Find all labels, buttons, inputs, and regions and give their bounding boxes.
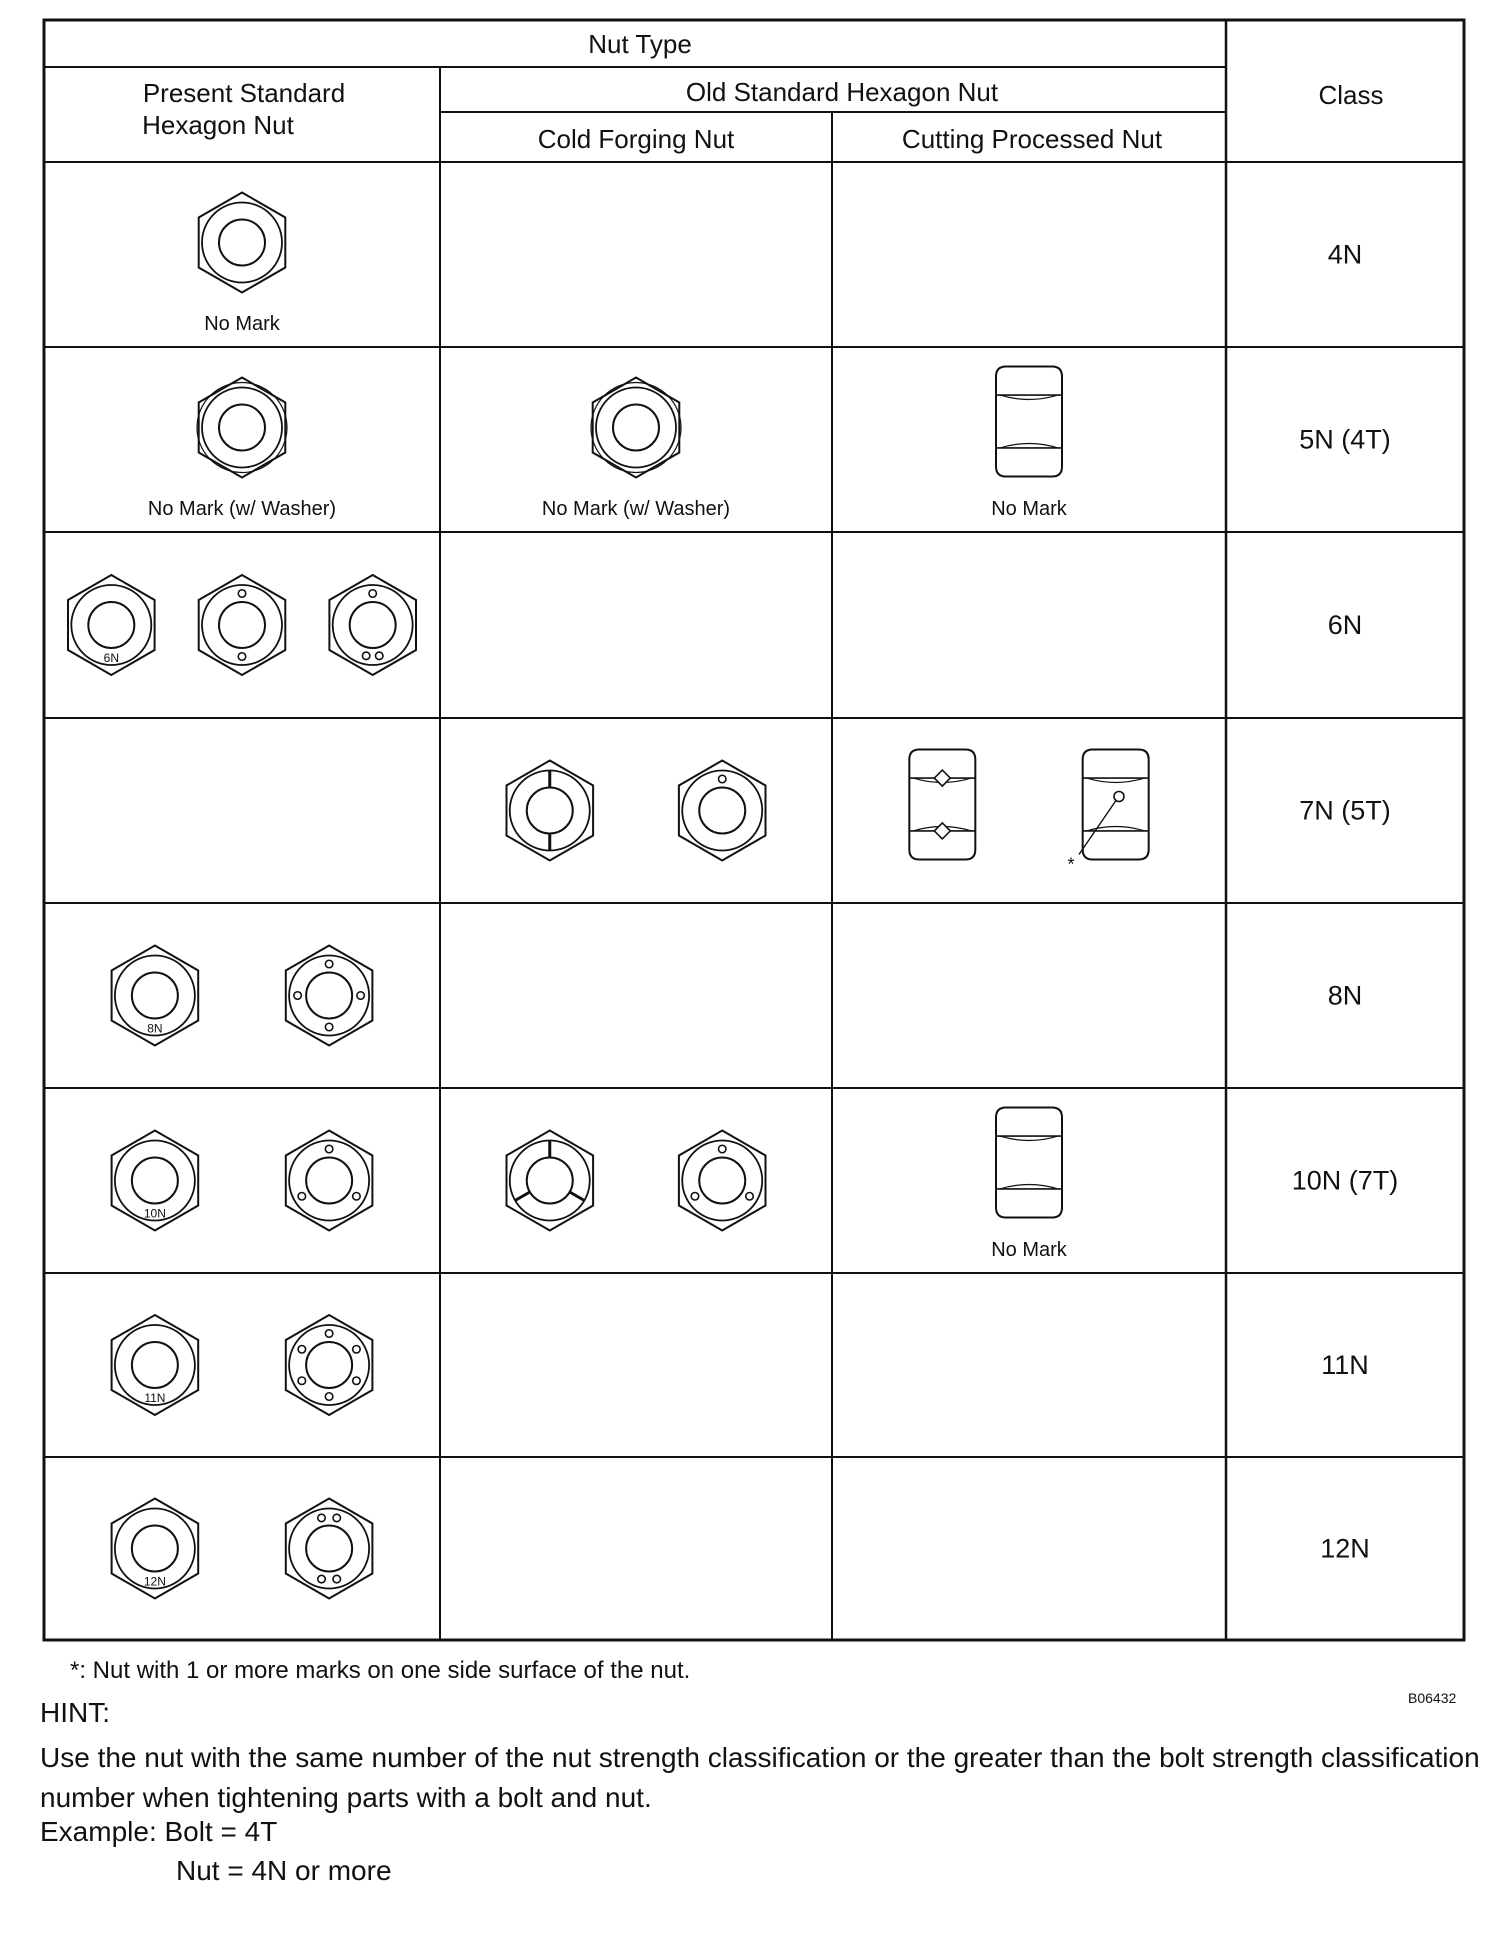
nut-top-view bbox=[68, 575, 155, 675]
header-old-standard: Old Standard Hexagon Nut bbox=[685, 77, 999, 107]
nut-top-view bbox=[199, 575, 286, 675]
table-header bbox=[142, 29, 1383, 154]
class-label: 7N (5T) bbox=[1299, 795, 1391, 826]
nut-caption: No Mark (w/ Washer) bbox=[541, 498, 731, 520]
nut-top-view bbox=[286, 1131, 373, 1231]
example-line-2: Nut = 4N or more bbox=[176, 1855, 392, 1886]
nut-top-view bbox=[286, 1315, 373, 1415]
hex-outline bbox=[199, 193, 286, 293]
nut-side-view bbox=[996, 1108, 1062, 1218]
table-row bbox=[507, 750, 1391, 875]
hex-outline bbox=[593, 378, 680, 478]
nut-top-view bbox=[507, 761, 594, 861]
side-dot-mark bbox=[1114, 792, 1124, 802]
hex-outline bbox=[199, 378, 286, 478]
mark-dot bbox=[746, 1193, 754, 1201]
class-label: 10N (7T) bbox=[1291, 1165, 1399, 1196]
mark-dot bbox=[325, 1393, 333, 1401]
mark-dot bbox=[294, 992, 302, 1000]
strength-mark-text: 8N bbox=[147, 1021, 163, 1036]
header-nut-type: Nut Type bbox=[588, 29, 692, 59]
mark-dot bbox=[375, 652, 383, 660]
mark-dot bbox=[718, 1145, 726, 1153]
nut-top-view bbox=[286, 1499, 373, 1599]
strength-mark-text: 6N bbox=[103, 651, 119, 665]
nut-side-view bbox=[996, 367, 1062, 477]
nut-caption: No Mark bbox=[991, 1239, 1067, 1261]
nut-top-view bbox=[591, 378, 681, 478]
hint-label: HINT: bbox=[40, 1697, 110, 1728]
mark-dot bbox=[325, 1330, 333, 1338]
class-label: 12N bbox=[1320, 1533, 1370, 1564]
nut-side-view bbox=[909, 750, 975, 860]
side-outline bbox=[996, 367, 1062, 477]
side-outline bbox=[909, 750, 975, 860]
class-label: 11N bbox=[1321, 1350, 1369, 1380]
nut-top-view bbox=[112, 1315, 199, 1415]
mark-dot bbox=[298, 1346, 306, 1354]
mark-dot bbox=[238, 653, 246, 661]
mark-dot bbox=[325, 1023, 333, 1031]
mark-dot bbox=[353, 1346, 361, 1354]
class-label: 8N bbox=[1327, 980, 1363, 1011]
side-outline bbox=[996, 1108, 1062, 1218]
table-row bbox=[112, 1499, 1370, 1599]
header-cold-forging: Cold Forging Nut bbox=[537, 124, 735, 154]
nut-top-view bbox=[329, 575, 416, 675]
nut-caption: No Mark (w/ Washer) bbox=[147, 498, 337, 520]
table-row bbox=[199, 193, 1363, 336]
class-label: 4N bbox=[1327, 239, 1363, 270]
mark-dot bbox=[298, 1377, 306, 1385]
nut-top-view bbox=[679, 1131, 766, 1231]
mark-dot bbox=[325, 960, 333, 968]
example-line-1: Example: Bolt = 4T bbox=[40, 1816, 278, 1847]
nut-top-view bbox=[507, 1131, 594, 1231]
nut-top-view bbox=[112, 946, 199, 1046]
hex-outline bbox=[286, 1499, 373, 1599]
mark-dot bbox=[333, 1575, 341, 1583]
nut-top-view bbox=[112, 1499, 199, 1599]
class-label: 6N bbox=[1327, 610, 1363, 640]
mark-dot bbox=[357, 992, 365, 1000]
class-label: 5N (4T) bbox=[1299, 424, 1391, 455]
mark-dot bbox=[333, 1514, 341, 1522]
header-present-line1: Present Standard bbox=[142, 78, 346, 108]
mark-dot bbox=[325, 1145, 333, 1153]
nut-top-view bbox=[286, 946, 373, 1046]
header-class: Class bbox=[1318, 80, 1384, 110]
strength-mark-text: 11N bbox=[144, 1391, 166, 1405]
nut-top-view bbox=[679, 761, 766, 861]
mark-dot bbox=[318, 1575, 326, 1583]
mark-dot bbox=[353, 1377, 361, 1385]
side-outline bbox=[1083, 750, 1149, 860]
table-rows bbox=[68, 193, 1398, 1599]
mark-dot bbox=[691, 1193, 699, 1201]
mark-dot bbox=[353, 1193, 361, 1201]
table-row bbox=[112, 1315, 1369, 1415]
nut-top-view bbox=[197, 378, 287, 478]
hint-body: Use the nut with the same number of the nut strength classification or the greater than the bolt strength classification number when tightening parts with a bolt and nut. bbox=[40, 1742, 1480, 1813]
strength-mark-text: 10N bbox=[143, 1206, 166, 1221]
nut-caption: No Mark bbox=[991, 498, 1067, 520]
nut-top-view bbox=[112, 1131, 199, 1231]
header-cutting: Cutting Processed Nut bbox=[901, 124, 1163, 154]
nut-side-view bbox=[1067, 750, 1148, 875]
mark-dot bbox=[238, 590, 246, 598]
figure-id-label: B06432 bbox=[1408, 1690, 1457, 1706]
header-present-line2: Hexagon Nut bbox=[142, 110, 294, 140]
nut-caption: No Mark bbox=[204, 313, 280, 335]
table-row bbox=[68, 575, 1362, 675]
footnote: *: Nut with 1 or more marks on one side surface of the nut. bbox=[70, 1657, 691, 1684]
asterisk-label: * bbox=[1067, 854, 1075, 875]
nut-top-view bbox=[199, 193, 286, 293]
table-row bbox=[112, 1108, 1399, 1262]
table-row bbox=[148, 367, 1391, 521]
strength-mark-text: 12N bbox=[143, 1574, 166, 1589]
mark-dot bbox=[718, 775, 726, 783]
mark-dot bbox=[362, 652, 370, 660]
mark-dot bbox=[369, 590, 377, 598]
mark-dot bbox=[298, 1193, 306, 1201]
mark-dot bbox=[318, 1514, 326, 1522]
table-row bbox=[112, 946, 1363, 1046]
